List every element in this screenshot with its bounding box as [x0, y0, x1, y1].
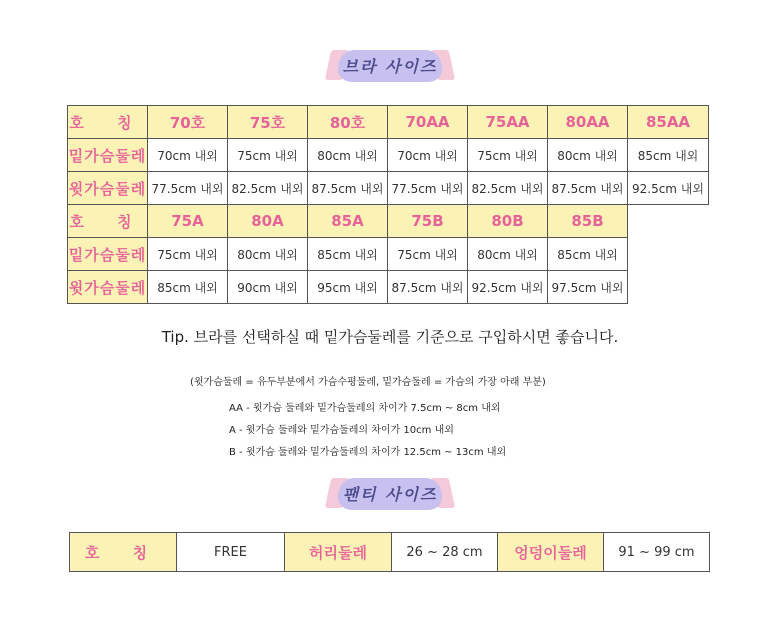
header-cell: 75B	[388, 205, 468, 238]
panty-title-cell: 호 칭	[70, 533, 177, 572]
table-cell: 87.5cm 내외	[548, 172, 628, 205]
hip-label-cell: 엉덩이둘레	[498, 533, 604, 572]
table-cell: 97.5cm 내외	[548, 271, 628, 304]
cup-b-note: B - 윗가슴 둘레와 밑가슴둘레의 차이가 12.5cm ~ 13cm 내외	[229, 447, 507, 458]
table-cell: 80cm 내외	[548, 139, 628, 172]
table-cell: 90cm 내외	[228, 271, 308, 304]
table-header-row	[68, 205, 628, 238]
bra-size-table-1	[67, 105, 709, 205]
table-cell: 85cm 내외	[548, 238, 628, 271]
header-cell: 80B	[468, 205, 548, 238]
bust-definition-note: (윗가슴둘레 = 유두부분에서 가슴수평둘레, 밑가슴둘레 = 가슴의 가장 아래 부분)	[190, 377, 546, 388]
panty-size-table	[69, 532, 710, 572]
table-row	[68, 139, 709, 172]
header-cell: 75A	[148, 205, 228, 238]
table-cell: 80cm 내외	[468, 238, 548, 271]
table-cell: 92.5cm 내외	[628, 172, 709, 205]
header-cell: 85B	[548, 205, 628, 238]
header-cell: 80AA	[548, 106, 628, 139]
header-cell-title: 호 칭	[68, 106, 148, 139]
header-cell: 80호	[308, 106, 388, 139]
table-row	[68, 172, 709, 205]
bra-size-table-2	[67, 204, 628, 304]
bra-size-title-ribbon	[326, 50, 454, 90]
table-cell: 85cm 내외	[148, 271, 228, 304]
table-row	[70, 533, 710, 572]
table-cell: 75cm 내외	[468, 139, 548, 172]
row-label-bust: 윗가슴둘레	[68, 172, 148, 205]
header-cell: 75AA	[468, 106, 548, 139]
row-label-bust: 윗가슴둘레	[68, 271, 148, 304]
panty-size-value: FREE	[177, 533, 285, 572]
header-cell: 80A	[228, 205, 308, 238]
table-cell: 82.5cm 내외	[468, 172, 548, 205]
header-cell-title: 호 칭	[68, 205, 148, 238]
table-header-row	[68, 106, 709, 139]
table-cell: 80cm 내외	[308, 139, 388, 172]
table-cell: 70cm 내외	[148, 139, 228, 172]
table-cell: 87.5cm 내외	[308, 172, 388, 205]
table-cell: 75cm 내외	[388, 238, 468, 271]
waist-value-cell: 26 ~ 28 cm	[392, 533, 498, 572]
table-cell: 77.5cm 내외	[388, 172, 468, 205]
header-cell: 85A	[308, 205, 388, 238]
table-cell: 95cm 내외	[308, 271, 388, 304]
waist-label-cell: 허리둘레	[285, 533, 392, 572]
table-row	[68, 271, 628, 304]
table-cell: 87.5cm 내외	[388, 271, 468, 304]
table-cell: 85cm 내외	[308, 238, 388, 271]
table-cell: 92.5cm 내외	[468, 271, 548, 304]
panty-size-title: 팬티 사이즈	[342, 485, 438, 504]
tip-text: Tip. 브라를 선택하실 때 밑가슴둘레를 기준으로 구입하시면 좋습니다.	[161, 328, 619, 346]
row-label-under-bust: 밑가슴둘레	[68, 139, 148, 172]
row-label-under-bust: 밑가슴둘레	[68, 238, 148, 271]
table-cell: 75cm 내외	[228, 139, 308, 172]
table-cell: 80cm 내외	[228, 238, 308, 271]
table-cell: 82.5cm 내외	[228, 172, 308, 205]
table-row	[68, 238, 628, 271]
cup-a-note: A - 윗가슴 둘레와 밑가슴둘레의 차이가 10cm 내외	[229, 425, 454, 436]
hip-value-cell: 91 ~ 99 cm	[604, 533, 710, 572]
table-cell: 77.5cm 내외	[148, 172, 228, 205]
header-cell: 85AA	[628, 106, 709, 139]
table-cell: 85cm 내외	[628, 139, 709, 172]
header-cell: 70AA	[388, 106, 468, 139]
table-cell: 70cm 내외	[388, 139, 468, 172]
header-cell: 75호	[228, 106, 308, 139]
bra-size-title: 브라 사이즈	[342, 57, 438, 76]
table-cell: 75cm 내외	[148, 238, 228, 271]
panty-size-title-ribbon	[326, 478, 454, 518]
cup-aa-note: AA - 윗가슴 둘레와 밑가슴둘레의 차이가 7.5cm ~ 8cm 내외	[229, 403, 501, 414]
header-cell: 70호	[148, 106, 228, 139]
